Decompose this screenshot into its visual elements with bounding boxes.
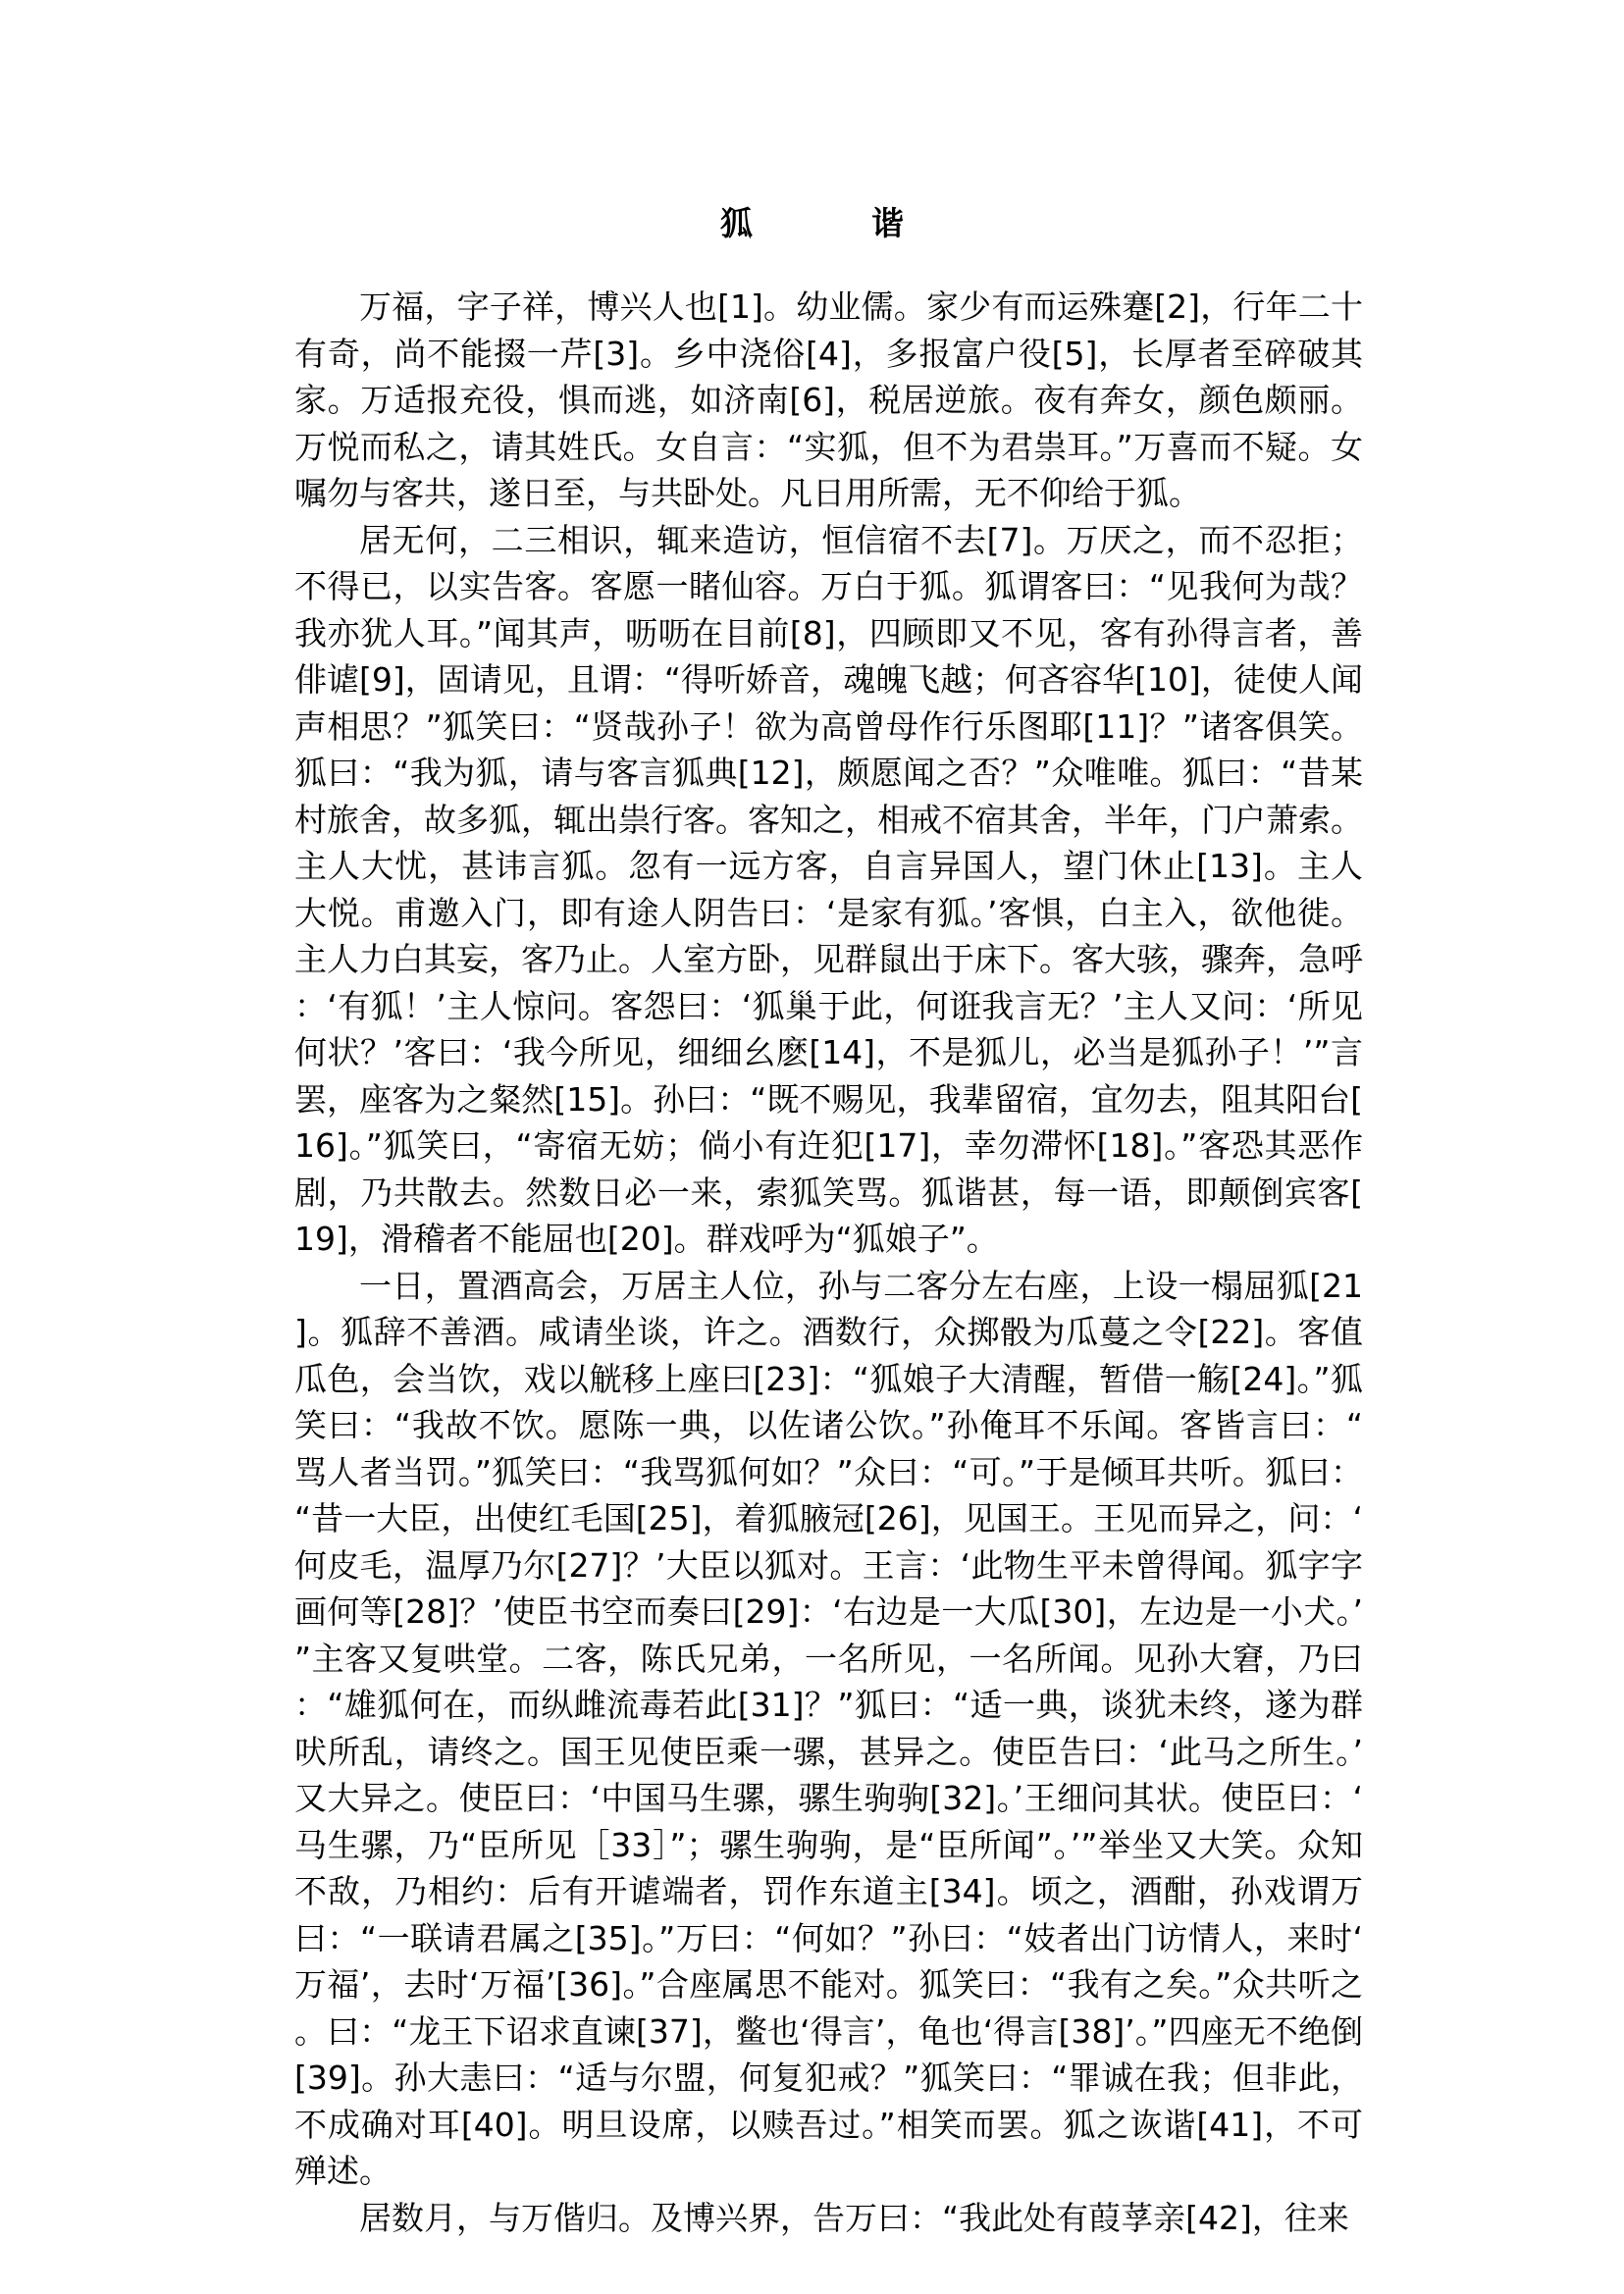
- document-title: 狐 谐: [720, 204, 947, 242]
- paragraph-3: 一日，置酒高会，万居主人位，孙与二客分左右座，上设一榻屈狐[21]。狐辞不善酒。咸请坐谈，许之。酒数行，众掷骰为瓜蔓之令[22]。客值瓜色，会当饮，戏以觥移上座曰[23]：“狐娘子大清醒，暂借一觞[24]。”狐笑曰：“我故不饮。愿陈一典，以佐诸公饮。”孙俺耳不乐闻。客皆言曰：“骂人者当罚。”狐笑曰：“我骂狐何如？”众曰：“可。”于是倾耳共听。狐曰：“昔一大臣，出使红毛国[25]，着狐腋冠[26]，见国王。王见而异之，问：‘何皮毛，温厚乃尔[27]？’大臣以狐对。王言：‘此物生平未曾得闻。狐字字画何等[28]？’使臣书空而奏曰[29]：‘右边是一大瓜[30]，左边是一小犬。’”主客又复哄堂。二客，陈氏兄弟，一名所见，一名所闻。见孙大窘，乃曰：“雄狐何在，而纵雌流毒若此[31]？”狐曰：“适一典，谈犹未终，遂为群吠所乱，请终之。国王见使臣乘一骡，甚异之。使臣告曰：‘此马之所生。’又大异之。使臣曰：‘中国马生骡，骡生驹驹[32]。’王细问其状。使臣曰：‘马生骡，乃“臣所见［33］”；骡生驹驹，是“臣所闻”。’”举坐又大笑。众知不敌，乃相约：后有开谑端者，罚作东道主[34]。顷之，酒酣，孙戏谓万曰：“一联请君属之[35]。”万曰：“何如？”孙曰：“妓者出门访情人，来时‘万福’，去时‘万福’[36]。”合座属思不能对。狐笑曰：“我有之矣。”众共听之。曰：“龙王下诏求直谏[37]，鳖也‘得言’，龟也‘得言[38]’。”四座无不绝倒[39]。孙大恚曰：“适与尔盟，何复犯戒？”狐笑曰：“罪诚在我；但非此，不成确对耳[40]。明旦设席，以赎吾过。”相笑而罢。狐之诙谐[41]，不可殚述。: [294, 1266, 1363, 2190]
- paragraph-1: 万福，字子祥，博兴人也[1]。幼业儒。家少有而运殊蹇[2]，行年二十有奇，尚不能掇一芹[3]。乡中浇俗[4]，多报富户役[5]，长厚者至碎破其家。万适报充役，惧而逃，如济南[6]，税居逆旅。夜有奔女，颜色颇丽。万悦而私之，请其姓氏。女自言：“实狐，但不为君祟耳。”万喜而不疑。女嘱勿与客共，遂日至，与共卧处。凡日用所需，无不仰给于狐。: [294, 287, 1363, 512]
- paragraph-4: 居数月，与万偕归。及博兴界，告万曰：“我此处有葭莩亲[42]，往来: [359, 2198, 1349, 2237]
- document-body: [294, 284, 1363, 2241]
- paragraph-2: 居无何，二三相识，辄来造访，恒信宿不去[7]。万厌之，而不忍拒；不得已，以实告客。客愿一睹仙容。万白于狐。狐谓客曰：“见我何为哉？我亦犹人耳。”闻其声，呖呖在目前[8]，四顾即又不见，客有孙得言者，善俳谑[9]，固请见，且谓：“得听娇音，魂魄飞越；何吝容华[10]，徒使人闻声相思？”狐笑曰：“贤哉孙子！欲为高曾母作行乐图耶[11]？”诸客俱笑。狐曰：“我为狐，请与客言狐典[12]，颇愿闻之否？”众唯唯。狐曰：“昔某村旅舍，故多狐，辄出祟行客。客知之，相戒不宿其舍，半年，门户萧索。主人大忧，甚讳言狐。忽有一远方客，自言异国人，望门休止[13]。主人大悦。甫邀入门，即有途人阴告曰：‘是家有狐。’客惧，白主入，欲他徙。主人力白其妄，客乃止。人室方卧，见群鼠出于床下。客大骇，骤奔，急呼：‘有狐！’主人惊问。客怨曰：‘狐巢于此，何诳我言无？’主人又问：‘所见何状？’客曰：‘我今所见，细细幺麽[14]，不是狐儿，必当是狐孙子！’”言罢，座客为之粲然[15]。孙曰：“既不赐见，我辈留宿，宜勿去，阻其阳台[16]。”狐笑曰，“寄宿无妨；倘小有迕犯[17]，幸勿滞怀[18]。”客恐其恶作剧，乃共散去。然数日必一来，索狐笑骂。狐谐甚，每一语，即颠倒宾客[19]，滑稽者不能屈也[20]。群戏呼为“狐娘子”。: [294, 520, 1363, 1258]
